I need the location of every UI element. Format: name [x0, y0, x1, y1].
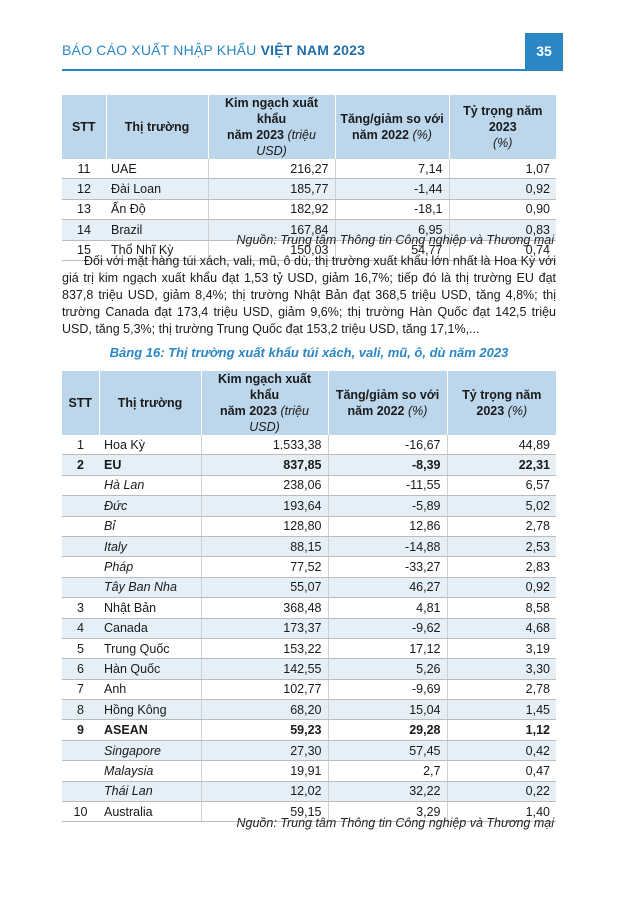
cell-value: 173,37	[201, 618, 328, 638]
cell-market: ASEAN	[99, 720, 201, 740]
change-header-unit: (%)	[412, 128, 432, 142]
cell-stt: 5	[62, 638, 99, 658]
page-number: 35	[525, 33, 563, 69]
value-header-line2: năm 2023	[220, 404, 277, 418]
col-header-change	[328, 371, 447, 435]
cell-stt	[62, 496, 99, 516]
cell-share: 1,45	[447, 700, 556, 720]
header-title-light: BÁO CÁO XUẤT NHẬP KHẨU	[62, 42, 257, 58]
cell-market: Italy	[99, 536, 201, 556]
table-row	[62, 740, 556, 760]
cell-value: 182,92	[208, 199, 335, 219]
table-row	[62, 761, 556, 781]
cell-share: 1,12	[447, 720, 556, 740]
col-header-stt: STT	[62, 95, 106, 159]
table-row	[62, 577, 556, 597]
cell-change: 6,95	[335, 220, 449, 240]
cell-change: 57,45	[328, 740, 447, 760]
share-header-line2: 2023	[476, 404, 505, 418]
table-row	[62, 455, 556, 475]
cell-share: 22,31	[447, 455, 556, 475]
cell-share: 8,58	[447, 598, 556, 618]
cell-share: 0,90	[449, 199, 556, 219]
table-row	[62, 536, 556, 556]
table-row	[62, 199, 556, 219]
cell-market: Thổ Nhĩ Kỳ	[106, 240, 208, 260]
table-row	[62, 679, 556, 699]
cell-change: 12,86	[328, 516, 447, 536]
share-header-line1: Tỷ trọng năm 2023	[463, 104, 543, 134]
value-header-line1: Kim ngạch xuất khẩu	[217, 372, 312, 402]
cell-market: Tây Ban Nha	[99, 577, 201, 597]
cell-market: Malaysia	[99, 761, 201, 781]
cell-value: 837,85	[201, 455, 328, 475]
cell-market: Hà Lan	[99, 475, 201, 495]
cell-stt: 9	[62, 720, 99, 740]
cell-market: UAE	[106, 159, 208, 179]
cell-market: Hoa Kỳ	[99, 435, 201, 455]
cell-stt: 8	[62, 700, 99, 720]
cell-value: 142,55	[201, 659, 328, 679]
cell-change: -33,27	[328, 557, 447, 577]
value-header-line2: năm 2023	[227, 128, 284, 142]
cell-market: Anh	[99, 679, 201, 699]
table-row	[62, 720, 556, 740]
cell-change: 29,28	[328, 720, 447, 740]
table-row	[62, 435, 556, 455]
value-header-unit: (triệu USD)	[249, 404, 309, 434]
cell-change: 54,77	[335, 240, 449, 260]
cell-market: Brazil	[106, 220, 208, 240]
table-header-row	[62, 95, 556, 159]
cell-stt: 13	[62, 199, 106, 219]
cell-value: 368,48	[201, 598, 328, 618]
cell-change: -16,67	[328, 435, 447, 455]
change-header-line1: Tăng/giảm so với	[335, 388, 440, 402]
change-header-line1: Tăng/giảm so với	[340, 112, 444, 126]
cell-value: 59,23	[201, 720, 328, 740]
table-row	[62, 781, 556, 801]
col-header-market: Thị trường	[99, 371, 201, 435]
cell-market: Hàn Quốc	[99, 659, 201, 679]
cell-share: 1,40	[447, 802, 556, 822]
cell-change: 17,12	[328, 638, 447, 658]
cell-value: 150,03	[208, 240, 335, 260]
table-row	[62, 179, 556, 199]
value-header-line1: Kim ngạch xuất khẩu	[224, 96, 319, 126]
cell-stt: 10	[62, 802, 99, 822]
cell-stt	[62, 761, 99, 781]
share-header-line1: Tỷ trọng năm	[462, 388, 542, 402]
cell-value: 68,20	[201, 700, 328, 720]
cell-change: 7,14	[335, 159, 449, 179]
table-row	[62, 598, 556, 618]
value-header-unit: (triệu USD)	[256, 128, 316, 158]
cell-stt	[62, 557, 99, 577]
cell-market: Hồng Kông	[99, 700, 201, 720]
table-bag-export-markets	[62, 371, 556, 822]
table-row	[62, 700, 556, 720]
cell-value: 77,52	[201, 557, 328, 577]
cell-value: 55,07	[201, 577, 328, 597]
header-title-bold: VIỆT NAM 2023	[260, 42, 366, 58]
cell-value: 12,02	[201, 781, 328, 801]
cell-value: 88,15	[201, 536, 328, 556]
cell-share: 4,68	[447, 618, 556, 638]
cell-market: Singapore	[99, 740, 201, 760]
cell-change: 15,04	[328, 700, 447, 720]
cell-market: Đức	[99, 496, 201, 516]
cell-value: 216,27	[208, 159, 335, 179]
cell-stt: 12	[62, 179, 106, 199]
share-header-unit: (%)	[493, 136, 513, 150]
cell-share: 0,74	[449, 240, 556, 260]
change-header-line2: năm 2022	[347, 404, 405, 418]
running-header	[62, 42, 365, 58]
cell-market: Nhật Bản	[99, 598, 201, 618]
cell-market: Đài Loan	[106, 179, 208, 199]
col-header-value	[208, 95, 335, 159]
cell-value: 59,15	[201, 802, 328, 822]
cell-stt	[62, 577, 99, 597]
cell-share: 0,22	[447, 781, 556, 801]
cell-share: 3,30	[447, 659, 556, 679]
cell-change: -9,69	[328, 679, 447, 699]
cell-change: 32,22	[328, 781, 447, 801]
cell-stt: 6	[62, 659, 99, 679]
cell-share: 0,47	[447, 761, 556, 781]
col-header-change	[335, 95, 449, 159]
cell-change: -18,1	[335, 199, 449, 219]
cell-stt	[62, 475, 99, 495]
cell-change: 2,7	[328, 761, 447, 781]
table-row	[62, 557, 556, 577]
cell-change: -11,55	[328, 475, 447, 495]
cell-value: 167,84	[208, 220, 335, 240]
cell-change: 46,27	[328, 577, 447, 597]
cell-value: 128,80	[201, 516, 328, 536]
col-header-share	[449, 95, 556, 159]
cell-change: -1,44	[335, 179, 449, 199]
cell-share: 0,92	[449, 179, 556, 199]
cell-change: 4,81	[328, 598, 447, 618]
change-header-line2: năm 2022	[352, 128, 410, 142]
table-row	[62, 638, 556, 658]
cell-value: 193,64	[201, 496, 328, 516]
col-header-market: Thị trường	[106, 95, 208, 159]
cell-market: Canada	[99, 618, 201, 638]
cell-stt	[62, 536, 99, 556]
cell-market: Bỉ	[99, 516, 201, 536]
table-header-row	[62, 371, 556, 435]
cell-value: 19,91	[201, 761, 328, 781]
body-paragraph: Đối với mặt hàng túi xách, vali, mũ, ô dù, thị trường xuất khẩu lớn nhất là Hoa Kỳ với giá trị kim ngạch xuất khẩu đạt 1,53 tỷ USD, giảm 16,7%; tiếp đó là thị trường EU đạt 837,8 triệu USD, giảm 8,4%; thị trường Nhật Bản đạt 368,5 triệu USD, tăng 4,8%; thị trường Canada đạt 173,4 triệu USD, giảm 9,6%; thị trường Hàn Quốc đạt 142,5 triệu USD, tăng 5,3%; thị trường Trung Quốc đạt 153,2 triệu USD, tăng 17,1%,...	[62, 254, 556, 336]
cell-stt	[62, 781, 99, 801]
cell-market: Trung Quốc	[99, 638, 201, 658]
cell-value: 185,77	[208, 179, 335, 199]
table1-source-note: Nguồn: Trung tâm Thông tin Công nghiệp và Thương mại	[236, 233, 554, 247]
cell-stt: 15	[62, 240, 106, 260]
cell-share: 0,92	[447, 577, 556, 597]
table-row	[62, 159, 556, 179]
cell-market: Australia	[99, 802, 201, 822]
change-header-unit: (%)	[408, 404, 428, 418]
cell-stt: 1	[62, 435, 99, 455]
cell-stt: 2	[62, 455, 99, 475]
cell-market: Pháp	[99, 557, 201, 577]
cell-value: 102,77	[201, 679, 328, 699]
cell-share: 44,89	[447, 435, 556, 455]
header-rule	[62, 69, 563, 71]
cell-share: 6,57	[447, 475, 556, 495]
cell-stt: 14	[62, 220, 106, 240]
table-row	[62, 659, 556, 679]
col-header-value	[201, 371, 328, 435]
cell-value: 27,30	[201, 740, 328, 760]
cell-share: 1,07	[449, 159, 556, 179]
cell-share: 2,78	[447, 516, 556, 536]
table-row	[62, 516, 556, 536]
cell-stt	[62, 740, 99, 760]
cell-change: -5,89	[328, 496, 447, 516]
cell-change: -9,62	[328, 618, 447, 638]
cell-change: 3,29	[328, 802, 447, 822]
cell-market: EU	[99, 455, 201, 475]
cell-change: -8,39	[328, 455, 447, 475]
cell-share: 2,53	[447, 536, 556, 556]
cell-stt: 11	[62, 159, 106, 179]
cell-change: -14,88	[328, 536, 447, 556]
cell-share: 2,83	[447, 557, 556, 577]
cell-value: 153,22	[201, 638, 328, 658]
cell-stt: 3	[62, 598, 99, 618]
cell-stt	[62, 516, 99, 536]
cell-share: 0,83	[449, 220, 556, 240]
cell-share: 3,19	[447, 638, 556, 658]
cell-market: Ấn Độ	[106, 199, 208, 219]
cell-share: 5,02	[447, 496, 556, 516]
cell-share: 0,42	[447, 740, 556, 760]
table-row	[62, 475, 556, 495]
table-row	[62, 618, 556, 638]
cell-market: Thái Lan	[99, 781, 201, 801]
col-header-share	[447, 371, 556, 435]
cell-change: 5,26	[328, 659, 447, 679]
table-caption: Bảng 16: Thị trường xuất khẩu túi xách, vali, mũ, ô, dù năm 2023	[109, 345, 509, 360]
share-header-unit: (%)	[507, 404, 528, 418]
table2-source-note: Nguồn: Trung tâm Thông tin Công nghiệp và Thương mại	[236, 816, 554, 830]
col-header-stt: STT	[62, 371, 99, 435]
cell-stt: 4	[62, 618, 99, 638]
cell-share: 2,78	[447, 679, 556, 699]
cell-value: 1.533,38	[201, 435, 328, 455]
cell-value: 238,06	[201, 475, 328, 495]
cell-stt: 7	[62, 679, 99, 699]
table-row	[62, 496, 556, 516]
